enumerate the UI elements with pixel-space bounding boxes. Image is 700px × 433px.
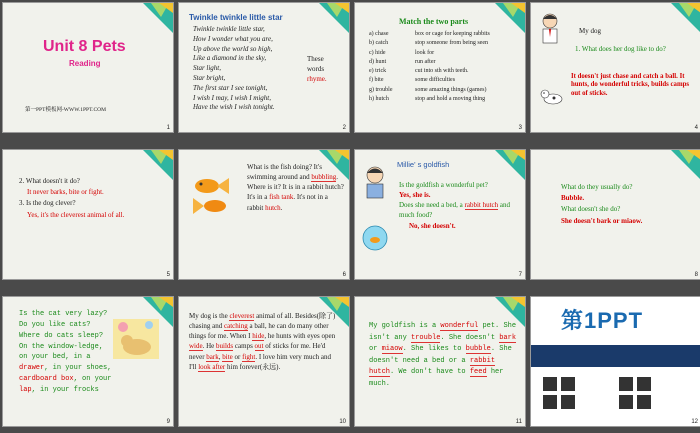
blank-word: feed [469, 368, 487, 377]
slide-thumbnail-9[interactable] [2, 296, 174, 427]
passage-text: . She likes to [402, 345, 462, 354]
blank-word: trouble [411, 333, 441, 342]
slide-thumbnail-12[interactable] [530, 296, 700, 427]
slide-thumbnail-11[interactable] [354, 296, 526, 427]
question-text: What do they usually do? [561, 183, 633, 191]
match-item: d) hunt [369, 58, 387, 65]
cat-line: , on your [73, 375, 112, 384]
cat-line: Where do cats sleep? [19, 331, 104, 340]
blank-word: bark [206, 352, 219, 361]
slide-title: Match the two parts [399, 17, 469, 26]
cat-text [19, 309, 169, 396]
passage-text: a ball, he can do many other things for me. When I [189, 322, 329, 341]
logo-banner [531, 297, 700, 345]
slide-number: 12 [691, 419, 698, 425]
slide-number: 6 [342, 272, 346, 278]
qr-codes [539, 373, 695, 417]
poem-line: Star bright, [193, 73, 226, 82]
poem-line: Have the wish I wish tonight. [193, 103, 275, 112]
goldfish-passage [369, 321, 521, 390]
match-definition: stop someone from being seen [415, 40, 488, 47]
match-item: a) chase [369, 31, 389, 37]
match-definition: cut into sth with teeth. [415, 68, 469, 75]
question-text: 2. What doesn't it do? [19, 177, 80, 185]
corner-decoration-icon [491, 150, 525, 180]
dog-passage [189, 311, 339, 372]
slide-number: 7 [518, 272, 522, 278]
answer-text: Bubble. [561, 194, 585, 203]
keyword-rabbit-hutch: rabbit hutch [464, 201, 499, 210]
slide-thumbnail-1[interactable] [2, 2, 174, 133]
passage-text: camps [234, 342, 253, 351]
poem-line: Like a diamond in the sky, [193, 54, 267, 63]
slide-number: 5 [166, 272, 170, 278]
side-note-line: These [307, 55, 324, 63]
answer-text: Yes, it's the cleverest animal of all. [27, 210, 125, 219]
boy-cartoon-icon [537, 11, 563, 45]
match-definition: look for [415, 49, 435, 56]
answer-text: No, she doesn't. [409, 221, 456, 230]
match-definition: run after [415, 58, 436, 65]
cat-line: Is the cat very lazy? [19, 310, 108, 318]
info-bar [531, 345, 700, 367]
match-definition: some difficulties [415, 77, 456, 84]
passage-text: of sticks for me. He'd never [189, 342, 326, 361]
match-item: f) bite [369, 77, 384, 84]
fish-answer-2: It's not in a rabbit [247, 193, 328, 212]
blank-word: miaow [381, 345, 403, 354]
dog-cartoon-icon [539, 85, 565, 107]
fish-question-2: Where is it? It is in a rabbit hutch? [247, 183, 344, 192]
slide-subtitle: Reading [69, 59, 101, 68]
question-text: Is the goldfish a wonderful pet? [399, 181, 488, 189]
slide-thumbnail-5[interactable] [2, 149, 174, 280]
match-definition: some amazing things (games) [415, 86, 487, 93]
passage-text: . He [202, 342, 215, 351]
blank-word: wonderful [440, 322, 479, 330]
passage-text: pet. She isn't any [369, 322, 517, 342]
slide-number: 10 [339, 419, 346, 425]
slide-number: 1 [166, 125, 170, 131]
question-text: Does she need a bed, a [399, 201, 463, 210]
slide-title: My dog [579, 27, 601, 35]
blank-word: builds [216, 342, 234, 351]
cat-line: on your bed, in a [19, 353, 91, 362]
slide-thumbnail-6[interactable] [178, 149, 350, 280]
slide-number: 9 [166, 419, 170, 425]
slide-footer: 第一PPT模板网-WWW.1PPT.COM [25, 107, 106, 113]
blank-word: bite [222, 352, 233, 361]
slide-title: Millie' s goldfish [397, 160, 450, 169]
fish-bowl-icon [361, 222, 389, 252]
passage-text: , [218, 352, 221, 361]
slide-thumbnail-8[interactable] [530, 149, 700, 280]
slide-thumbnail-3[interactable] [354, 2, 526, 133]
question-text: and much food? [399, 201, 511, 220]
blank-word: bark [499, 333, 517, 342]
goldfish-icon [189, 172, 241, 218]
corner-decoration-icon [139, 150, 173, 180]
slide-title: Unit 8 Pets [43, 38, 126, 55]
answer-text: It doesn't just chase and catch a ball. It hunts, do wonderful tricks, builds camps out of sticks. [571, 73, 690, 97]
qa-block [19, 176, 124, 221]
cat-line: Do you like cats? [19, 320, 91, 329]
match-item: c) hide [369, 49, 386, 56]
side-note [307, 55, 327, 84]
match-item: b) catch [369, 40, 389, 47]
fish-question: What is the fish doing? It's swimming around and [247, 163, 322, 182]
keyword-drawer: drawer [19, 364, 45, 373]
goldfish-qa [399, 180, 523, 231]
slide-thumbnail-7[interactable] [354, 149, 526, 280]
corner-decoration-icon [667, 3, 700, 33]
poem-line: I wish I may, I wish I might, [193, 93, 271, 102]
passage-text: or [234, 352, 241, 361]
blank-word: look after [198, 362, 226, 371]
answer-text: She doesn't bark or miaow. [561, 216, 643, 225]
match-left-column [369, 30, 393, 104]
poem-line: Twinkle twinkle little star, [193, 25, 265, 33]
passage-text: My goldfish is a [369, 322, 437, 330]
match-right-column [415, 30, 490, 104]
blank-word: fight [242, 352, 256, 361]
passage-text: or [369, 345, 378, 354]
keyword-fish-tank: fish tank [269, 193, 294, 202]
slide-number: 8 [694, 272, 698, 278]
slide-number: 4 [694, 125, 698, 131]
blank-word: wide [189, 342, 203, 351]
match-item: e) trick [369, 68, 387, 75]
passage-text: . We don't have to [390, 368, 466, 377]
blank-word: bubble [465, 345, 491, 354]
question-text: What doesn't she do? [561, 205, 621, 214]
question-text: 3. Is the dog clever? [19, 199, 76, 208]
passage-text: , he hunts with eyes open [264, 332, 336, 341]
logo-text: 第1PPT [561, 308, 644, 333]
question-text: 1. What does her dog like to do? [575, 45, 666, 53]
keyword-lap: lap [19, 385, 32, 394]
match-definition: box or cage for keeping rabbits [415, 31, 490, 37]
fish-answer: It's in a [247, 193, 268, 202]
passage-text: My dog is the [189, 312, 228, 320]
poem-text [193, 25, 275, 113]
boy-cartoon-icon [361, 164, 389, 200]
corner-decoration-icon [315, 3, 349, 33]
answer-text: It never barks, bite or fight. [27, 188, 104, 197]
passage-text: . I love him very much and I'll [189, 352, 331, 371]
match-item: h) hutch [369, 96, 389, 103]
slide-title: Twinkle twinkle little star [189, 13, 283, 22]
keyword-cardboard-box: cardboard box [19, 375, 74, 384]
poem-line: The first star I see tonight, [193, 83, 268, 92]
slide-thumbnail-4[interactable] [530, 2, 700, 133]
poem-line: Star light, [193, 64, 222, 73]
blank-word: hide [252, 332, 265, 341]
match-item: g) trouble [369, 86, 393, 93]
keyword-hutch: hutch [265, 203, 281, 212]
cat-line: On the window-ledge, [19, 342, 104, 351]
slide-thumbnail-10[interactable] [178, 296, 350, 427]
passage-text: him forever(永远). [227, 362, 281, 371]
slide-number: 11 [515, 419, 522, 425]
corner-decoration-icon [491, 3, 525, 33]
blank-word: cleverest [229, 312, 255, 320]
corner-decoration-icon [139, 3, 173, 33]
fish-text: What is the fish doing? It's swimming around and bubbling. Where is it? It is in a rabbit hutch? It's in a fish tank. It's not in a rabbit hutch. [247, 163, 344, 212]
match-definition: stop and hold a moving thing [415, 96, 486, 103]
poem-line: How I wonder what you are, [193, 34, 273, 43]
qa-block [561, 182, 642, 227]
qr-code-icon [539, 373, 695, 417]
answer-text: Yes, she is. [399, 191, 431, 200]
cat-line: , in your shoes, [44, 364, 112, 373]
blank-word: rabbit hutch [369, 356, 496, 377]
passage-text: . She doesn't [440, 333, 496, 342]
passage-text: her much. [369, 368, 504, 388]
corner-decoration-icon [667, 150, 700, 180]
side-note-line: words [307, 64, 325, 73]
side-note-highlight: rhyme. [307, 74, 327, 83]
passage-text: animal of all. Besides(除了) chasing and [189, 312, 336, 331]
blank-word: out [254, 342, 264, 351]
blank-word: catching [224, 322, 248, 331]
cat-line: , in your frocks [31, 385, 99, 394]
slide-thumbnail-2[interactable] [178, 2, 350, 133]
slide-number: 2 [342, 125, 346, 131]
poem-line: Up above the world so high, [193, 44, 273, 53]
passage-text: . She doesn't need a bed or a [369, 345, 512, 365]
slide-number: 3 [518, 125, 522, 131]
keyword-bubbling: bubbling [311, 173, 337, 182]
